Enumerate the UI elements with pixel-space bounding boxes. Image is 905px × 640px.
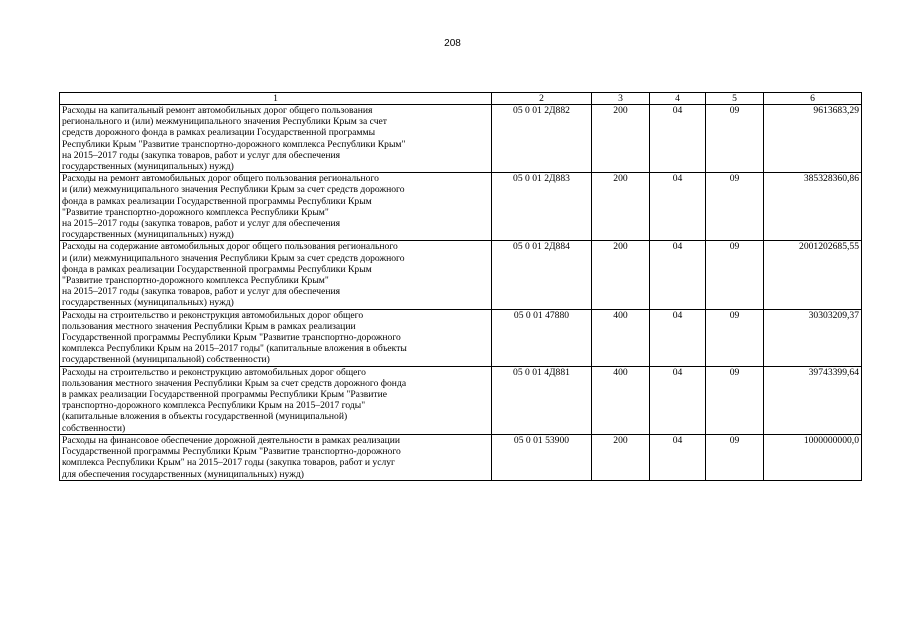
amount-value: 30303209,37	[764, 309, 862, 366]
section-code: 04	[650, 309, 706, 366]
table-row	[60, 173, 862, 241]
target-article-code: 05 0 01 2Д882	[492, 105, 592, 173]
subsection-code: 09	[706, 105, 764, 173]
budget-table	[59, 92, 862, 481]
column-header-5: 5	[706, 93, 764, 105]
section-code: 04	[650, 366, 706, 434]
table-row	[60, 241, 862, 309]
subsection-code: 09	[706, 309, 764, 366]
amount-value: 385328360,86	[764, 173, 862, 241]
section-code: 04	[650, 241, 706, 309]
column-header-2: 2	[492, 93, 592, 105]
amount-value: 2001202685,55	[764, 241, 862, 309]
expense-description: Расходы на финансовое обеспечение дорожной деятельности в рамках реализации Государственной программы Республики Крым "Развитие транспортно-дорожного комплекса Республики Крым" на 2015–2017 годы (закупка товаров, работ и услуг для обеспечения государственных (муниципальных) нужд)	[60, 434, 492, 480]
expense-description: Расходы на ремонт автомобильных дорог общего пользования регионального и (или) межмуниципального значения Республики Крым за счет средств дорожного фонда в рамках реализации Государственной программы Республики Крым "Развитие транспортно-дорожного комплекса Республики Крым" на 2015–2017 годы (закупка товаров, работ и услуг для обеспечения государственных (муниципальных) нужд)	[60, 173, 492, 241]
amount-value: 39743399,64	[764, 366, 862, 434]
page-number: 208	[444, 38, 461, 49]
expense-description: Расходы на содержание автомобильных дорог общего пользования регионального и (или) межмуниципального значения Республики Крым за счет средств дорожного фонда в рамках реализации Государственной программы Республики Крым "Развитие транспортно-дорожного комплекса Республики Крым" на 2015–2017 годы (закупка товаров, работ и услуг для обеспечения государственных (муниципальных) нужд)	[60, 241, 492, 309]
expense-type-code: 200	[592, 434, 650, 480]
target-article-code: 05 0 01 2Д883	[492, 173, 592, 241]
amount-value: 1000000000,0	[764, 434, 862, 480]
target-article-code: 05 0 01 47880	[492, 309, 592, 366]
amount-value: 9613683,29	[764, 105, 862, 173]
target-article-code: 05 0 01 2Д884	[492, 241, 592, 309]
table-row	[60, 309, 862, 366]
subsection-code: 09	[706, 434, 764, 480]
expense-type-code: 400	[592, 366, 650, 434]
expense-description: Расходы на капитальный ремонт автомобильных дорог общего пользования регионального и (или) межмуниципального значения Республики Крым за счет средств дорожного фонда в рамках реализации Государственной программы Республики Крым "Развитие транспортно-дорожного комплекса Республики Крым" на 2015–2017 годы (закупка товаров, работ и услуг для обеспечения государственных (муниципальных) нужд)	[60, 105, 492, 173]
expense-type-code: 400	[592, 309, 650, 366]
section-code: 04	[650, 434, 706, 480]
section-code: 04	[650, 173, 706, 241]
table-row	[60, 105, 862, 173]
expense-type-code: 200	[592, 241, 650, 309]
target-article-code: 05 0 01 4Д881	[492, 366, 592, 434]
column-header-6: 6	[764, 93, 862, 105]
column-header-1: 1	[60, 93, 492, 105]
expense-type-code: 200	[592, 173, 650, 241]
expense-type-code: 200	[592, 105, 650, 173]
table-row	[60, 366, 862, 434]
subsection-code: 09	[706, 241, 764, 309]
target-article-code: 05 0 01 53900	[492, 434, 592, 480]
expense-description: Расходы на строительство и реконструкция автомобильных дорог общего пользования местного значения Республики Крым в рамках реализации Государственной программы Республики Крым "Развитие транспортно-дорожного комплекса Республики Крым на 2015–2017 годы" (капитальные вложения в объекты государственной (муниципальной) собственности)	[60, 309, 492, 366]
header-row	[60, 93, 862, 105]
section-code: 04	[650, 105, 706, 173]
column-header-3: 3	[592, 93, 650, 105]
table-row	[60, 434, 862, 480]
subsection-code: 09	[706, 173, 764, 241]
column-header-4: 4	[650, 93, 706, 105]
expense-description: Расходы на строительство и реконструкцию автомобильных дорог общего пользования местного значения Республики Крым за счет средств дорожного фонда в рамках реализации Государственной программы Республики Крым "Развитие транспортно-дорожного комплекса Республики Крым на 2015–2017 годы" (капитальные вложения в объекты государственной (муниципальной) собственности)	[60, 366, 492, 434]
subsection-code: 09	[706, 366, 764, 434]
